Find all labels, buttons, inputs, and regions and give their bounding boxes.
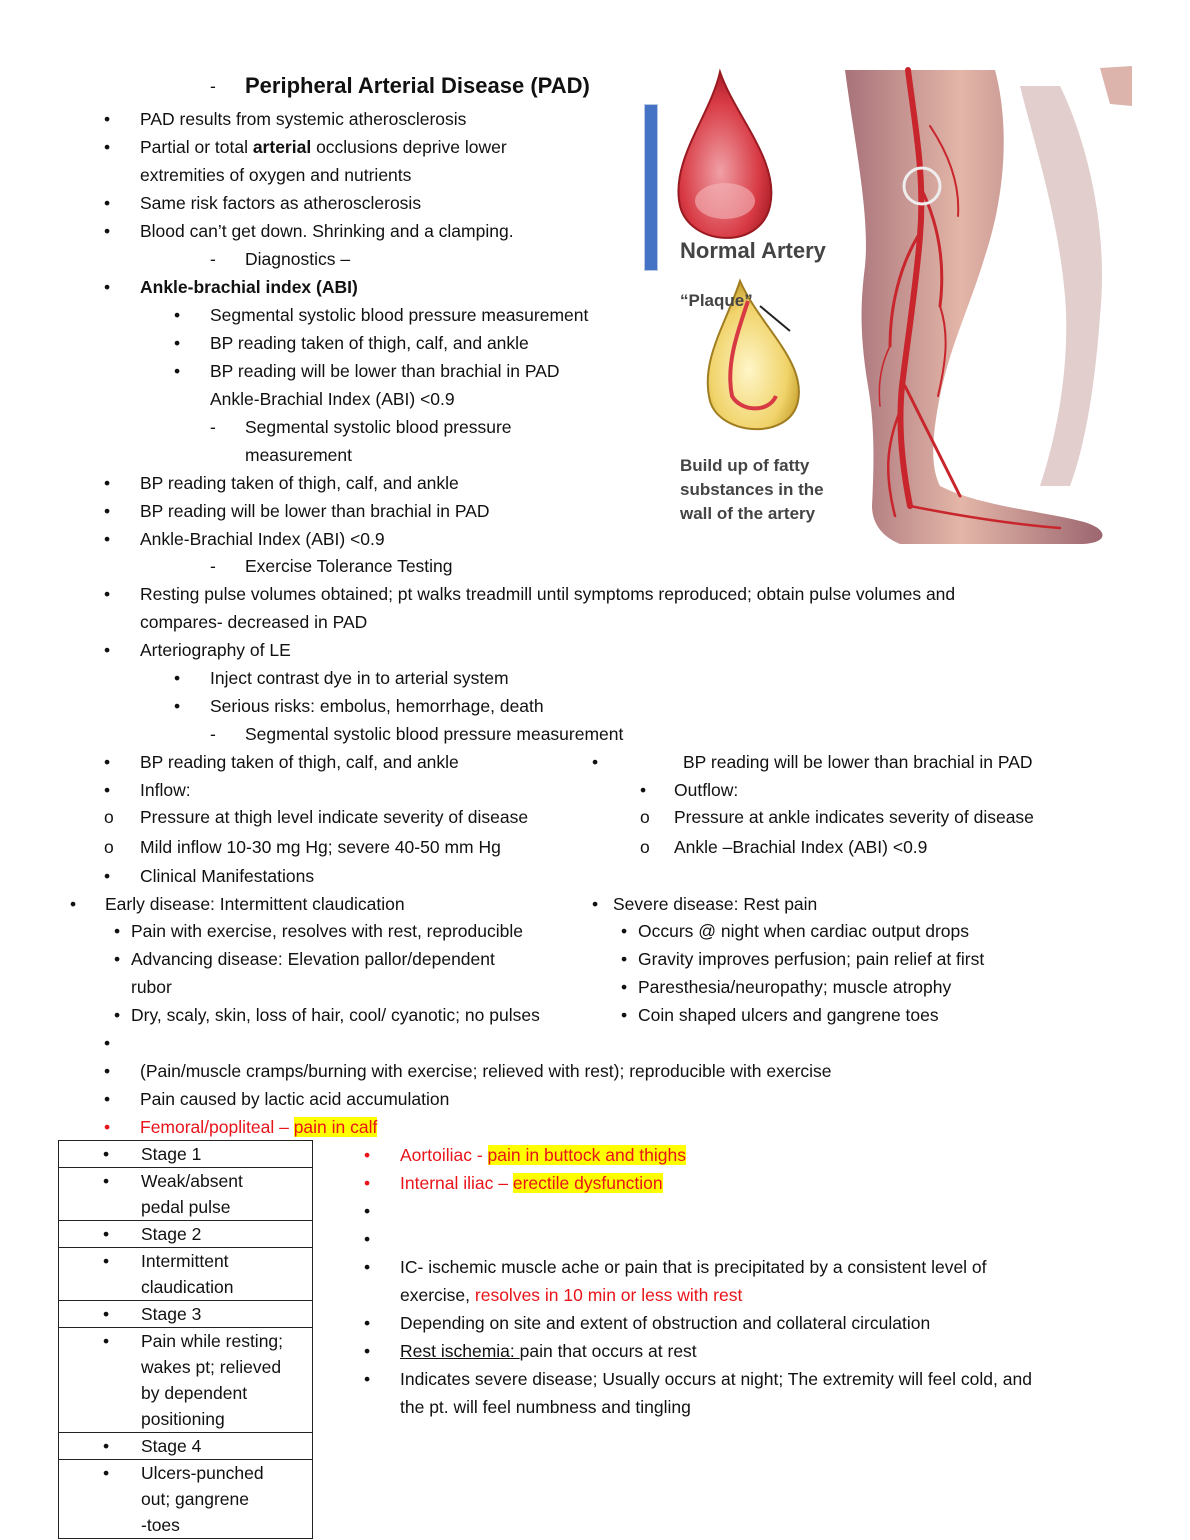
table-row — [59, 1433, 313, 1460]
outflow-pressure: Pressure at ankle indicates severity of disease — [674, 807, 1034, 827]
bullet: • — [174, 305, 181, 325]
normal-artery-label: Normal Artery — [680, 238, 826, 263]
stage-text: Weak/absent — [141, 1171, 243, 1191]
early-heading: Early disease: Intermittent claudication — [105, 894, 405, 914]
abi-dash-1: Segmental systolic blood pressure — [245, 417, 512, 437]
bullet: • — [364, 1229, 371, 1249]
aortoiliac: Aortoiliac - pain in buttock and thighs — [400, 1145, 687, 1165]
bullet: • — [114, 949, 121, 969]
bullet: • — [174, 333, 181, 353]
early-item-3: Dry, scaly, skin, loss of hair, cool/ cyanotic; no pulses — [131, 1005, 540, 1025]
stage-cell — [59, 1248, 313, 1301]
pain-description: (Pain/muscle cramps/burning with exercise; relieved with rest); reproducible with exercise — [140, 1061, 832, 1081]
bullet: • — [364, 1313, 371, 1333]
bullet: • — [70, 894, 77, 914]
abi-repeat-3: Ankle-Brachial Index (ABI) <0.9 — [140, 529, 385, 549]
bullet: • — [640, 780, 647, 800]
page-title: Peripheral Arterial Disease (PAD) — [245, 73, 590, 98]
abi-sub-2: BP reading taken of thigh, calf, and ankle — [210, 333, 529, 353]
bullet: • — [104, 109, 111, 129]
diagnostics-heading: Diagnostics – — [245, 249, 351, 269]
stage-cell — [59, 1328, 313, 1433]
bullet: • — [364, 1369, 371, 1389]
dash: - — [210, 556, 216, 576]
stage-cell — [59, 1221, 313, 1248]
inflow-heading: Inflow: — [140, 780, 191, 800]
stage-text: -toes — [141, 1515, 180, 1535]
bullet: • — [104, 193, 111, 213]
stage-text: Ulcers-punched — [141, 1463, 264, 1483]
outflow-heading: Outflow: — [674, 780, 739, 800]
stage-text: pedal pulse — [141, 1197, 231, 1217]
stage-cell — [59, 1433, 313, 1460]
stage-text: claudication — [141, 1277, 234, 1297]
stage-text: Intermittent — [141, 1251, 229, 1271]
bullet: • — [592, 752, 599, 772]
bullet: • — [364, 1173, 371, 1193]
table-row — [59, 1141, 313, 1168]
table-row — [59, 1301, 313, 1328]
bullet: • — [104, 866, 111, 886]
abi-repeat-1: BP reading taken of thigh, calf, and ankle — [140, 473, 459, 493]
bullet: • — [103, 1331, 110, 1351]
bullet: • — [104, 1089, 111, 1109]
stages-table — [58, 1140, 313, 1539]
circle-bullet: o — [640, 837, 650, 857]
caption-line-2: substances in the — [680, 480, 824, 499]
table-row — [59, 1460, 313, 1539]
bullet: • — [103, 1224, 110, 1244]
bullet: • — [174, 668, 181, 688]
caption-line-3: wall of the artery — [680, 504, 816, 523]
lactic-acid: Pain caused by lactic acid accumulation — [140, 1089, 450, 1109]
bullet: • — [104, 1117, 111, 1137]
artery-leg-illustration — [640, 66, 1132, 546]
severe-item-4: Coin shaped ulcers and gangrene toes — [638, 1005, 939, 1025]
circle-bullet: o — [104, 837, 114, 857]
early-item-1: Pain with exercise, resolves with rest, reproducible — [131, 921, 523, 941]
bullet: • — [104, 529, 111, 549]
internal-iliac: Internal iliac – erectile dysfunction — [400, 1173, 663, 1193]
stage-cell — [59, 1168, 313, 1221]
segmental-measurement: Segmental systolic blood pressure measurement — [245, 724, 624, 744]
exercise-line-2: compares- decreased in PAD — [140, 612, 368, 632]
severe-item-3: Paresthesia/neuropathy; muscle atrophy — [638, 977, 952, 997]
severe-line-1: Indicates severe disease; Usually occurs at night; The extremity will feel cold, and — [400, 1369, 1032, 1389]
stage-text: Stage 3 — [141, 1304, 202, 1324]
bullet: • — [103, 1463, 110, 1483]
dash: - — [210, 724, 216, 744]
exercise-line-1: Resting pulse volumes obtained; pt walks treadmill until symptoms reproduced; obtain pulse volumes and — [140, 584, 956, 604]
bullet: • — [104, 640, 111, 660]
bullet: • — [104, 277, 111, 297]
intro-line-2: Partial or total arterial occlusions deprive lower — [140, 137, 507, 157]
bullet: • — [621, 1005, 628, 1025]
outflow-abi: Ankle –Brachial Index (ABI) <0.9 — [674, 837, 928, 857]
bullet: • — [104, 1033, 111, 1053]
intro-line-2b: extremities of oxygen and nutrients — [140, 165, 412, 185]
dash: - — [210, 417, 216, 437]
table-row — [59, 1168, 313, 1221]
table-row — [59, 1221, 313, 1248]
abi-sub-1: Segmental systolic blood pressure measurement — [210, 305, 589, 325]
exercise-heading: Exercise Tolerance Testing — [245, 556, 453, 576]
bullet: • — [104, 584, 111, 604]
bullet: • — [103, 1251, 110, 1271]
bullet: • — [174, 696, 181, 716]
table-row — [59, 1328, 313, 1433]
circle-bullet: o — [104, 807, 114, 827]
severe-heading: Severe disease: Rest pain — [613, 894, 818, 914]
stage-text: by dependent — [141, 1383, 248, 1403]
bullet: • — [114, 1005, 121, 1025]
bullet: • — [621, 977, 628, 997]
stage-text: Pain while resting; — [141, 1331, 284, 1351]
bullet: • — [103, 1171, 110, 1191]
caption-line-1: Build up of fatty — [680, 456, 810, 475]
inflow-mild: Mild inflow 10-30 mg Hg; severe 40-50 mm Hg — [140, 837, 501, 857]
stage-cell — [59, 1460, 313, 1539]
arterio-sub-2: Serious risks: embolus, hemorrhage, death — [210, 696, 544, 716]
bullet: • — [104, 137, 111, 157]
circle-bullet: o — [640, 807, 650, 827]
early-item-2b: rubor — [131, 977, 172, 997]
bullet: • — [364, 1341, 371, 1361]
severe-item-1: Occurs @ night when cardiac output drops — [638, 921, 969, 941]
early-item-2: Advancing disease: Elevation pallor/dependent — [131, 949, 495, 969]
bullet: • — [621, 921, 628, 941]
stage-text: wakes pt; relieved — [141, 1357, 282, 1377]
stage-text: Stage 2 — [141, 1224, 202, 1244]
bullet: • — [104, 780, 111, 800]
abi-repeat-2: BP reading will be lower than brachial in PAD — [140, 501, 490, 521]
stage-text: positioning — [141, 1409, 225, 1429]
severe-line-2: the pt. will feel numbness and tingling — [400, 1397, 691, 1417]
bullet: • — [104, 501, 111, 521]
intro-line-4: Blood can’t get down. Shrinking and a clamping. — [140, 221, 514, 241]
stage-cell — [59, 1141, 313, 1168]
intro-line-1: PAD results from systemic atherosclerosis — [140, 109, 467, 129]
bullet: • — [104, 752, 111, 772]
bullet: • — [104, 1061, 111, 1081]
ic-depending: Depending on site and extent of obstruction and collateral circulation — [400, 1313, 931, 1333]
table-row — [59, 1248, 313, 1301]
arterio-sub-1: Inject contrast dye in to arterial system — [210, 668, 509, 688]
bullet: • — [174, 361, 181, 381]
flow-right-1: BP reading will be lower than brachial in PAD — [683, 752, 1033, 772]
bullet: • — [364, 1201, 371, 1221]
title-dash: - — [210, 76, 216, 96]
bullet: • — [364, 1257, 371, 1277]
severe-item-2: Gravity improves perfusion; pain relief at first — [638, 949, 985, 969]
bullet: • — [103, 1144, 110, 1164]
abi-heading: Ankle-brachial index (ABI) — [140, 277, 358, 297]
flow-left-1: BP reading taken of thigh, calf, and ankle — [140, 752, 459, 772]
bullet: • — [364, 1145, 371, 1165]
clinical-manifestations: Clinical Manifestations — [140, 866, 315, 886]
femoral-popliteal: Femoral/popliteal – pain in calf — [140, 1117, 378, 1137]
bullet: • — [103, 1436, 110, 1456]
bullet: • — [103, 1304, 110, 1324]
bullet: • — [104, 221, 111, 241]
rest-ischemia: Rest ischemia: pain that occurs at rest — [400, 1341, 697, 1361]
bullet: • — [104, 473, 111, 493]
stage-text: Stage 1 — [141, 1144, 202, 1164]
intro-line-3: Same risk factors as atherosclerosis — [140, 193, 422, 213]
abi-sub-3: BP reading will be lower than brachial in PAD — [210, 361, 560, 381]
inflow-pressure: Pressure at thigh level indicate severity of disease — [140, 807, 529, 827]
ic-line-1: IC- ischemic muscle ache or pain that is precipitated by a consistent level of — [400, 1257, 987, 1277]
arteriography: Arteriography of LE — [140, 640, 291, 660]
bullet: • — [621, 949, 628, 969]
dash: - — [210, 249, 216, 269]
abi-dash-2: measurement — [245, 445, 352, 465]
plaque-label: “Plaque” — [680, 291, 753, 310]
ic-line-2: exercise, resolves in 10 min or less with rest — [400, 1285, 743, 1305]
stage-cell — [59, 1301, 313, 1328]
stage-text: Stage 4 — [141, 1436, 202, 1456]
stage-text: out; gangrene — [141, 1489, 250, 1509]
bullet: • — [592, 894, 599, 914]
bullet: • — [114, 921, 121, 941]
abi-sub-4: Ankle-Brachial Index (ABI) <0.9 — [210, 389, 455, 409]
